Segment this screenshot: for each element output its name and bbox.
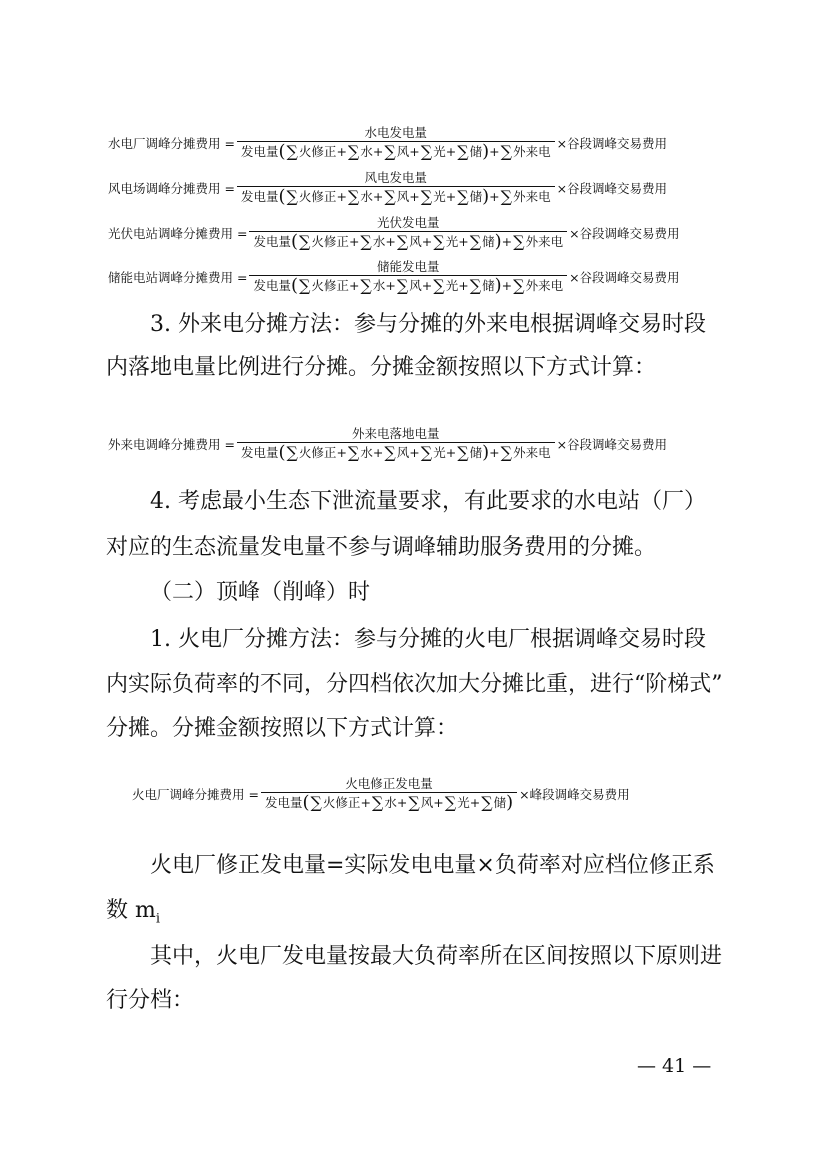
numerator: 外来电落地电量 [352,426,440,441]
formula-multiplier: ×谷段调峰交易费用 [569,225,680,241]
para-peak-1-line-2: 内实际负荷率的不同，分四档依次加大分摊比重，进行“阶梯式” [106,672,723,697]
formula-external [108,426,667,461]
formula-thermal-peak [132,776,630,811]
fraction [237,125,555,160]
para-among-line-1: 其中，火电厂发电量按最大负荷率所在区间按照以下原则进 [150,944,723,969]
fraction [237,170,555,205]
formula-solar [108,215,680,250]
formula-storage [108,259,680,294]
section-heading: （二）顶峰（削峰）时 [150,580,371,605]
formula-label: 火电厂调峰分摊费用 = [132,786,259,802]
page-number: — 41 — [637,1055,712,1077]
fraction [261,776,517,811]
formula-multiplier: ×谷段调峰交易费用 [556,135,668,151]
denominator: 发电量 ( ∑ 火修正 + ∑ 水 + ∑ 风 + ∑ 光 + ∑ 储 ) + ∑ 外来电 [249,275,567,294]
para-among-line-2: 行分档： [106,988,195,1013]
para-peak-1-line-3: 分摊。分摊金额按照以下方式计算： [106,716,459,741]
fraction [249,259,567,294]
denominator: 发电量 ( ∑ 火修正 + ∑ 水 + ∑ 风 + ∑ 光 + ∑ 储 ) + ∑ 外来电 [249,231,567,250]
formula-label: 水电厂调峰分摊费用 = [108,135,235,151]
para-correction-line-2: 数 $m_i$ [106,898,161,927]
denominator: 发电量 ( ∑ 火修正 + ∑ 水 + ∑ 风 + ∑ 光 + ∑ 储 ) + ∑ 外来电 [237,141,555,160]
para-4-line-1: 4. 考虑最小生态下泄流量要求，有此要求的水电站（厂） [150,489,706,514]
formula-multiplier: ×谷段调峰交易费用 [556,436,668,452]
formula-multiplier: ×谷段调峰交易费用 [556,180,668,196]
para-peak-1-line-1: 1. 火电厂分摊方法：参与分摊的火电厂根据调峰交易时段 [150,627,706,652]
numerator: 火电修正发电量 [345,776,433,791]
formula-multiplier: ×谷段调峰交易费用 [569,269,680,285]
numerator: 水电发电量 [364,125,428,140]
numerator: 风电发电量 [364,170,428,185]
formula-wind [108,170,667,205]
formula-label: 外来电调峰分摊费用 = [108,436,235,452]
formula-multiplier: ×峰段调峰交易费用 [519,786,630,802]
fraction [249,215,567,250]
formula-label: 风电场调峰分摊费用 = [108,180,235,196]
fraction [237,426,555,461]
denominator: 发电量 ( ∑ 火修正 + ∑ 水 + ∑ 风 + ∑ 光 + ∑ 储 ) + ∑ 外来电 [237,186,555,205]
para-3-line-2: 内落地电量比例进行分摊。分摊金额按照以下方式计算： [106,355,657,380]
denominator: 发电量 ( ∑ 火修正 + ∑ 水 + ∑ 风 + ∑ 光 + ∑ 储 ) + ∑ 外来电 [237,442,555,461]
formula-label: 储能电站调峰分摊费用 = [108,269,248,285]
numerator: 储能发电量 [377,259,440,274]
formula-label: 光伏电站调峰分摊费用 = [108,225,248,241]
numerator: 光伏发电量 [377,215,440,230]
para-3-line-1: 3. 外来电分摊方法：参与分摊的外来电根据调峰交易时段 [150,312,706,337]
denominator: 发电量 ( ∑ 火修正 + ∑ 水 + ∑ 风 + ∑ 光 + ∑ 储 ) [261,792,517,811]
para-4-line-2: 对应的生态流量发电量不参与调峰辅助服务费用的分摊。 [106,535,657,560]
para-correction-line-1: 火电厂修正发电量=实际发电电量×负荷率对应档位修正系 [150,853,715,878]
formula-hydro [108,125,667,160]
